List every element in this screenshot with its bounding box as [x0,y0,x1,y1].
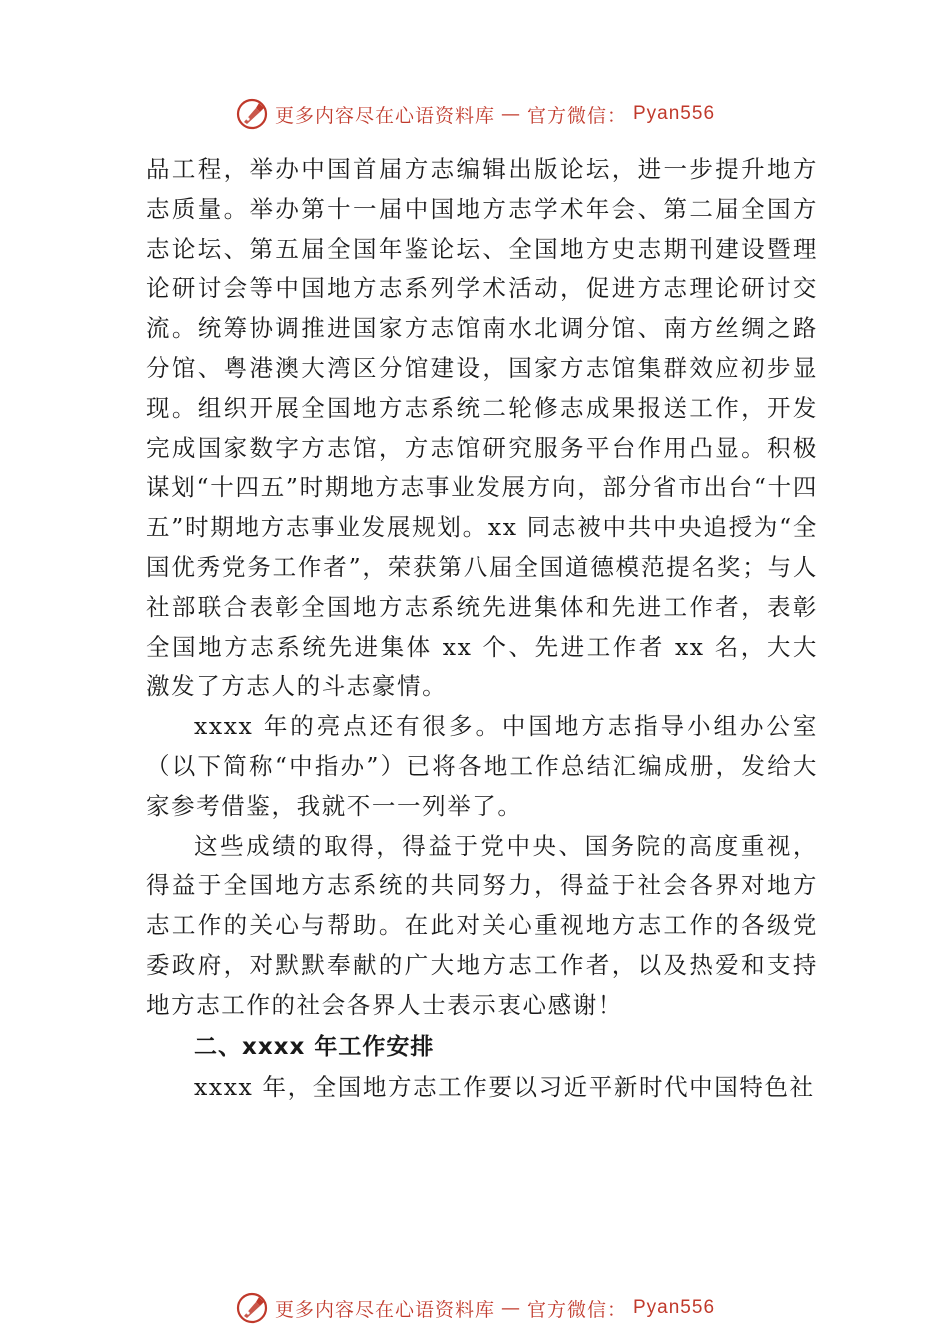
paragraph-2: xxxx 年的亮点还有很多。中国地方志指导小组办公室（以下简称“中指办”）已将各地工作总结汇编成册，发给大家参考借鉴，我就不一一列举了。 [146,712,818,820]
banner-wechat-label: 官方微信： [526,104,627,127]
banner-wechat-id: Pyan556 [633,103,716,124]
paragraph-3: 这些成绩的取得，得益于党中央、国务院的高度重视，得益于全国地方志系统的共同努力，得益于社会各界对地方志工作的关心与帮助。在此对关心重视地方志工作的各级党委政府，对默默奉献的广大地方志工作者，以及热爱和支持地方志工作的社会各界人士表示衷心感谢！ [146,831,818,1019]
banner-separator: — [500,103,521,125]
pen-nib-logo-icon [235,97,269,131]
paragraph-4: xxxx 年，全国地方志工作要以习近平新时代中国特色社 [194,1072,815,1101]
footer-banner [0,1288,950,1328]
document-body [146,150,818,1107]
header-banner [0,94,950,134]
pen-nib-logo-icon [235,1291,269,1325]
banner-site-name: 更多内容尽在心语资料库 [274,104,495,127]
paragraph-1: 品工程，举办中国首届方志编辑出版论坛，进一步提升地方志质量。举办第十一届中国地方志学术年会、第二届全国方志论坛、第五届全国年鉴论坛、全国地方史志期刊建设暨理论研讨会等中国地方志系列学术活动，促进方志理论研讨交流。统筹协调推进国家方志馆南水北调分馆、南方丝绸之路分馆、粤港澳大湾区分馆建设，国家方志馆集群效应初步显现。组织开展全国地方志系统二轮修志成果报送工作，开发完成国家数字方志馆，方志馆研究服务平台作用凸显。积极谋划“十四五”时期地方志事业发展方向，部分省市出台“十四五”时期地方志事业发展规划。xx 同志被中共中央追授为“全国优秀党务工作者”，荣获第八届全国道德模范提名奖；与人社部联合表彰全国地方志系统先进集体和先进工作者，表彰全国地方志系统先进集体 xx 个、先进工作者 xx 名，大大激发了方志人的斗志豪情。 [146,155,818,701]
banner-wechat-label: 官方微信： [526,1298,627,1321]
banner-site-name: 更多内容尽在心语资料库 [274,1298,495,1321]
banner-separator: — [500,1297,521,1319]
banner-wechat-id: Pyan556 [633,1297,716,1318]
section-heading: 二、xxxx 年工作安排 [194,1033,435,1060]
